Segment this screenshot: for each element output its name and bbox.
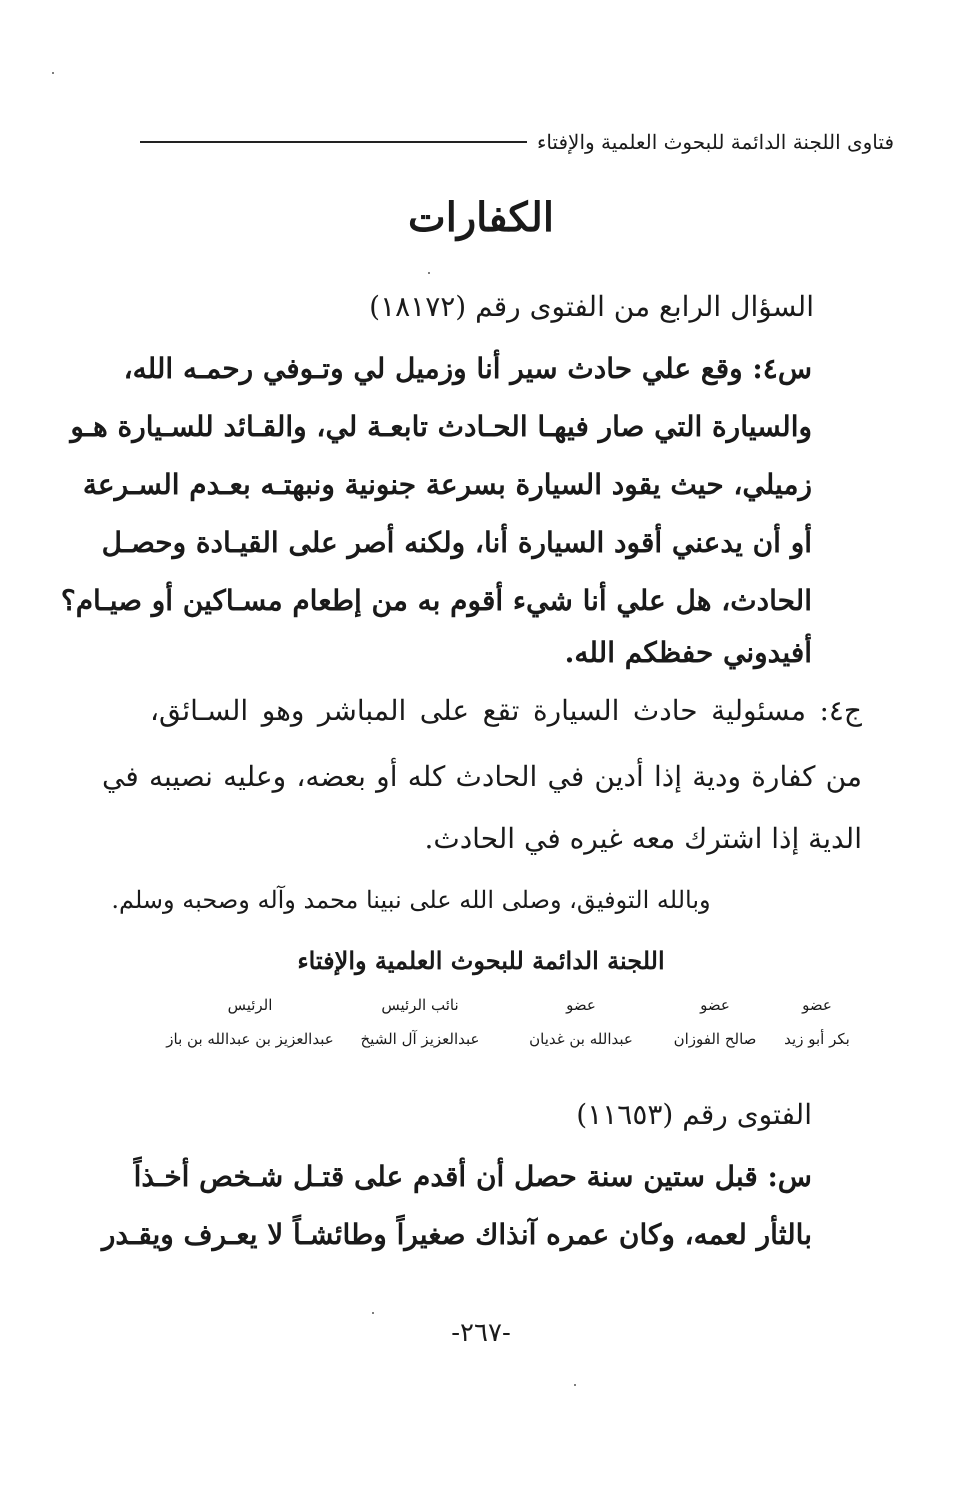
header-rule: [140, 141, 527, 143]
scan-speck: [428, 272, 430, 274]
fatwa1-answer-line: الدية إذا اشترك معه غيره في الحادث.: [424, 822, 862, 855]
signatory-name: بكر أبو زيد: [784, 1030, 850, 1048]
signatory-name: عبدالعزيز بن عبدالله بن باز: [166, 1030, 334, 1048]
scan-speck: [372, 1312, 374, 1314]
signatory-role: الرئيس: [227, 996, 273, 1014]
page-number: -٢٦٧-: [451, 1318, 511, 1348]
signatory: [660, 996, 770, 1048]
signatory-name: صالح الفوزان: [673, 1030, 757, 1048]
fatwa1-question-line: أفيدوني حفظكم الله.: [564, 636, 812, 669]
signatory-role: عضو: [700, 996, 730, 1014]
scan-speck: [574, 1384, 576, 1386]
signatory: [516, 996, 646, 1048]
fatwa2-heading: الفتوى رقم (١١٦٥٣): [576, 1098, 812, 1131]
scan-speck: [52, 72, 54, 74]
signatory-role: عضو: [802, 996, 832, 1014]
signatory: [160, 996, 340, 1048]
signatory: [340, 996, 500, 1048]
fatwa1-question-line: والسيارة التي صار فيهـا الحـادث تابعـة لي، والقـائد للسـيارة هـو: [70, 410, 812, 443]
fatwa2-question-line: بالثأر لعمه، وكان عمره آنذاك صغيراً وطائشـاً لا يعـرف ويقـدر: [101, 1218, 812, 1251]
fatwa1-question-line: أو أن يدعني أقود السيارة أنا، ولكنه أصر على القيـادة وحصـل: [101, 526, 812, 559]
fatwa1-question-line: الحادث، هل علي أنا شيء أقوم به من إطعام مسـاكين أو صيـام؟: [60, 584, 812, 617]
closing-line: وبالله التوفيق، وصلى الله على نبينا محمد وآله وصحبه وسلم.: [111, 886, 711, 914]
running-title: فتاوى اللجنة الدائمة للبحوث العلمية والإفتاء: [536, 130, 894, 154]
fatwa1-heading: السؤال الرابع من الفتوى رقم (١٨١٧٢): [369, 290, 814, 323]
fatwa1-answer-line: من كفارة ودية إذا أدين في الحادث كله أو بعضه، وعليه نصيبه في: [102, 760, 862, 793]
fatwa1-answer-line: ج٤: مسئولية حادث السيارة تقع على المباشر وهو السـائق،: [150, 694, 862, 727]
committee-name: اللجنة الدائمة للبحوث العلمية والإفتاء: [297, 946, 665, 975]
signatory: [772, 996, 862, 1048]
section-title: الكفارات: [408, 194, 554, 241]
fatwa1-question-line: س٤: وقع علي حادث سير أنا وزميل لي وتـوفي رحمـه الله،: [123, 352, 812, 385]
fatwa2-question-line: س: قبل ستين سنة حصل أن أقدم على قتـل شـخص أخـذاً: [133, 1160, 812, 1193]
running-header: [140, 124, 894, 160]
signatory-role: نائب الرئيس: [381, 996, 459, 1014]
signatory-role: عضو: [566, 996, 596, 1014]
fatwa1-question-line: زميلي، حيث يقود السيارة بسرعة جنونية ونبهتـه بعـدم السـرعة: [82, 468, 812, 501]
signatory-name: عبدالله بن غديان: [529, 1030, 633, 1048]
signatory-name: عبدالعزيز آل الشيخ: [360, 1030, 480, 1048]
